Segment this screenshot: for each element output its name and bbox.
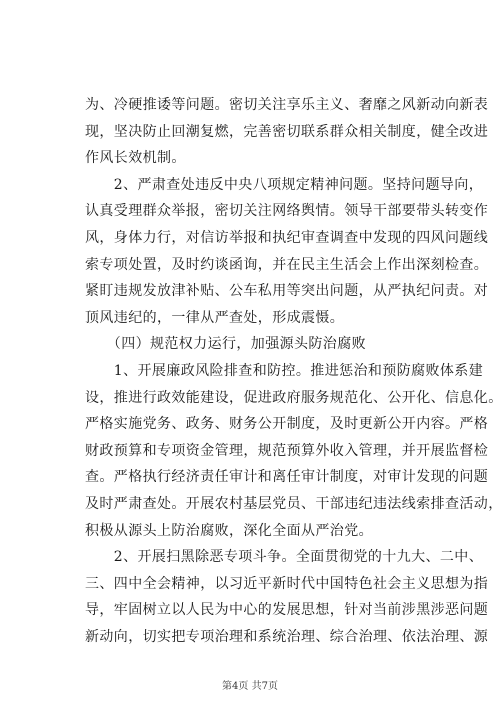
text-line-11: 1、开展廉政风险排查和防控。推进惩治和预防腐败体系建 (85, 362, 484, 379)
text-line-20: 导，牢固树立以人民为中心的发展思想，针对当前涉黑涉恶问题 (85, 602, 489, 619)
text-line-12: 设，推进行政效能建设，促进政府服务规范化、公开化、信息化。 (85, 389, 503, 406)
text-line-5: 认真受理群众举报，密切关注网络舆情。领导干部要带头转变作 (85, 203, 489, 220)
text-line-4: 2、严肃查处违反中央八项规定精神问题。坚持问题导向， (85, 176, 484, 193)
text-line-14: 财政预算和专项资金管理，规范预算外收入管理，并开展监督检 (85, 442, 489, 459)
document-body (85, 92, 503, 650)
text-line-1: 为、冷硬推诿等问题。密切关注享乐主义、奢靡之风新动向新表 (85, 97, 489, 113)
text-line-2: 现，坚决防止回潮复燃，完善密切联系群众相关制度，健全改进 (85, 123, 489, 140)
text-line-21: 新动向，切实把专项治理和系统治理、综合治理、依法治理、源 (85, 628, 489, 645)
text-line-19: 三、四中全会精神，以习近平新时代中国特色社会主义思想为指 (85, 575, 489, 592)
text-line-16: 及时严肃查处。开展农村基层党员、干部违纪违法线索排查活动， (85, 495, 503, 512)
text-line-7: 索专项处置，及时约谈函询，并在民主生活会上作出深刻检查。 (85, 256, 489, 273)
text-line-15: 查。严格执行经济责任审计和离任审计制度，对审计发现的问题 (85, 469, 489, 486)
text-line-6: 风，身体力行，对信访举报和执纪审查调查中发现的四风问题线 (85, 229, 489, 246)
page-footer: 第4页 共7页 (222, 681, 278, 692)
section-heading: （四）规范权力运行，加强源头防治腐败 (85, 336, 366, 353)
text-line-13: 严格实施党务、政务、财务公开制度，及时更新公开内容。严格 (85, 416, 489, 433)
text-line-17: 积极从源头上防治腐败，深化全面从严治党。 (85, 522, 373, 539)
text-line-8: 紧盯违规发放津补贴、公车私用等突出问题，从严执纪问责。对 (85, 283, 489, 300)
text-line-3: 作风长效机制。 (85, 150, 186, 167)
text-line-18: 2、开展扫黑除恶专项斗争。全面贯彻党的十九大、二中、 (85, 549, 484, 566)
text-line-9: 顶风违纪的，一律从严查处，形成震慑。 (85, 309, 345, 326)
